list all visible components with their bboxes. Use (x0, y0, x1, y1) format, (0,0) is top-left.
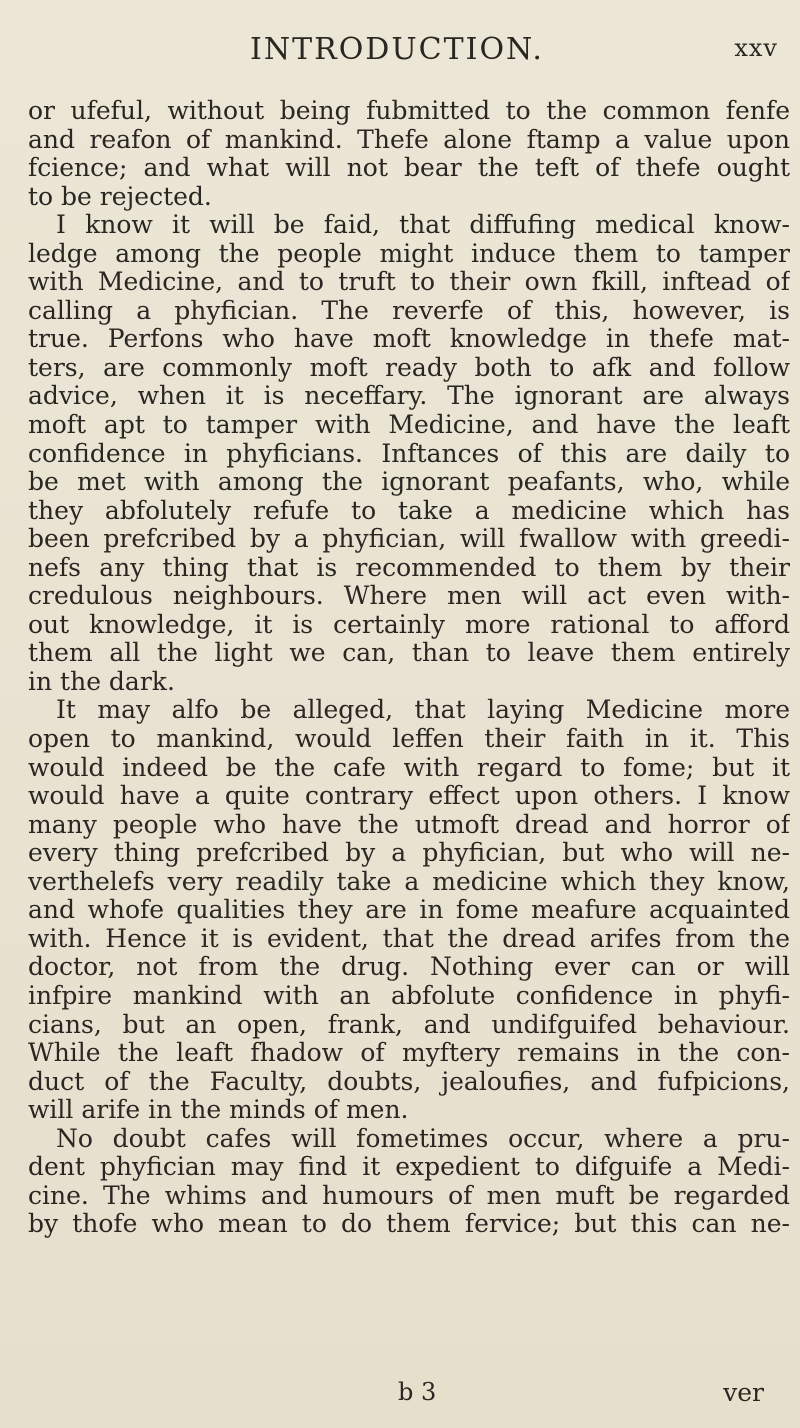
text-line: ters, are commonly moft ready both to afk and follow (28, 353, 790, 382)
text-line: nefs any thing that is recommended to them by their (28, 553, 790, 582)
text-line: them all the light we can, than to leave them entirely (28, 639, 790, 668)
text-line: doctor, not from the drug. Nothing ever can or will (28, 953, 790, 982)
text-line: dent phyfician may find it expedient to difguife a Medi- (28, 1153, 790, 1182)
page-header (0, 0, 800, 80)
text-line: many people who have the utmoft dread and horror of (28, 810, 790, 839)
text-line: infpire mankind with an abfolute confidence in phyfi- (28, 981, 790, 1010)
text-line: calling a phyfician. The reverfe of this, however, is (28, 296, 790, 325)
text-line: true. Perfons who have moft knowledge in thefe mat- (28, 325, 790, 354)
text-line: verthelefs very readily take a medicine which they know, (28, 867, 790, 896)
text-line: would have a quite contrary effect upon others. I know (28, 782, 790, 811)
page-footer (0, 1378, 800, 1428)
text-line: ledge among the people might induce them to tamper (28, 239, 790, 268)
text-line: would indeed be the cafe with regard to fome; but it (28, 753, 790, 782)
text-line: by thofe who mean to do them fervice; but this can ne- (28, 1210, 790, 1239)
text-line: or ufeful, without being fubmitted to the common fenfe (28, 97, 790, 125)
text-line: credulous neighbours. Where men will act even with- (28, 582, 790, 611)
running-head: INTRODUCTION. (250, 32, 544, 67)
text-line: will arife in the minds of men. (28, 1096, 409, 1125)
paragraph-start-line: I know it will be faid, that diffufing medical know- (56, 211, 790, 240)
text-line: cians, but an open, frank, and undifguifed behaviour. (28, 1010, 790, 1039)
text-line: open to mankind, would leffen their faith in it. This (28, 725, 790, 754)
text-line: While the leaft fhadow of myftery remains in the con- (28, 1039, 790, 1068)
paragraph-start-line: No doubt cafes will fometimes occur, where a pru- (56, 1124, 790, 1153)
text-line: fcience; and what will not bear the teft of thefe ought (28, 154, 790, 183)
signature-mark: b 3 (398, 1378, 437, 1406)
text-line: every thing prefcribed by a phyfician, but who will ne- (28, 839, 790, 868)
text-line: with. Hence it is evident, that the dread arifes from the (28, 924, 790, 953)
text-line: advice, when it is neceffary. The ignorant are always (28, 382, 790, 411)
text-line: out knowledge, it is certainly more rational to afford (28, 610, 790, 639)
text-line: and whofe qualities they are in fome meafure acquainted (28, 896, 790, 925)
text-line: be met with among the ignorant peafants, who, while (28, 468, 790, 497)
text-line: in the dark. (28, 667, 175, 696)
text-line: they abfolutely refufe to take a medicine which has (28, 496, 790, 525)
page-number: xxv (734, 34, 778, 62)
text-line: been prefcribed by a phyfician, will fwallow with greedi- (28, 525, 790, 554)
text-line: with Medicine, and to truft to their own fkill, inftead of (28, 268, 790, 297)
text-line: confidence in phyficians. Inftances of this are daily to (28, 439, 790, 468)
text-line: duct of the Faculty, doubts, jealoufies, and fufpicions, (28, 1067, 790, 1096)
text-line: cine. The whims and humours of men muft be regarded (28, 1181, 790, 1210)
text-line: to be rejected. (28, 182, 212, 211)
text-line: and reafon of mankind. Thefe alone ftamp a value upon (28, 125, 790, 154)
paragraph-start-line: It may alfo be alleged, that laying Medicine more (56, 696, 790, 725)
catchword: ver (723, 1378, 764, 1407)
body-text (28, 97, 790, 1239)
text-line: moft apt to tamper with Medicine, and have the leaft (28, 411, 790, 440)
